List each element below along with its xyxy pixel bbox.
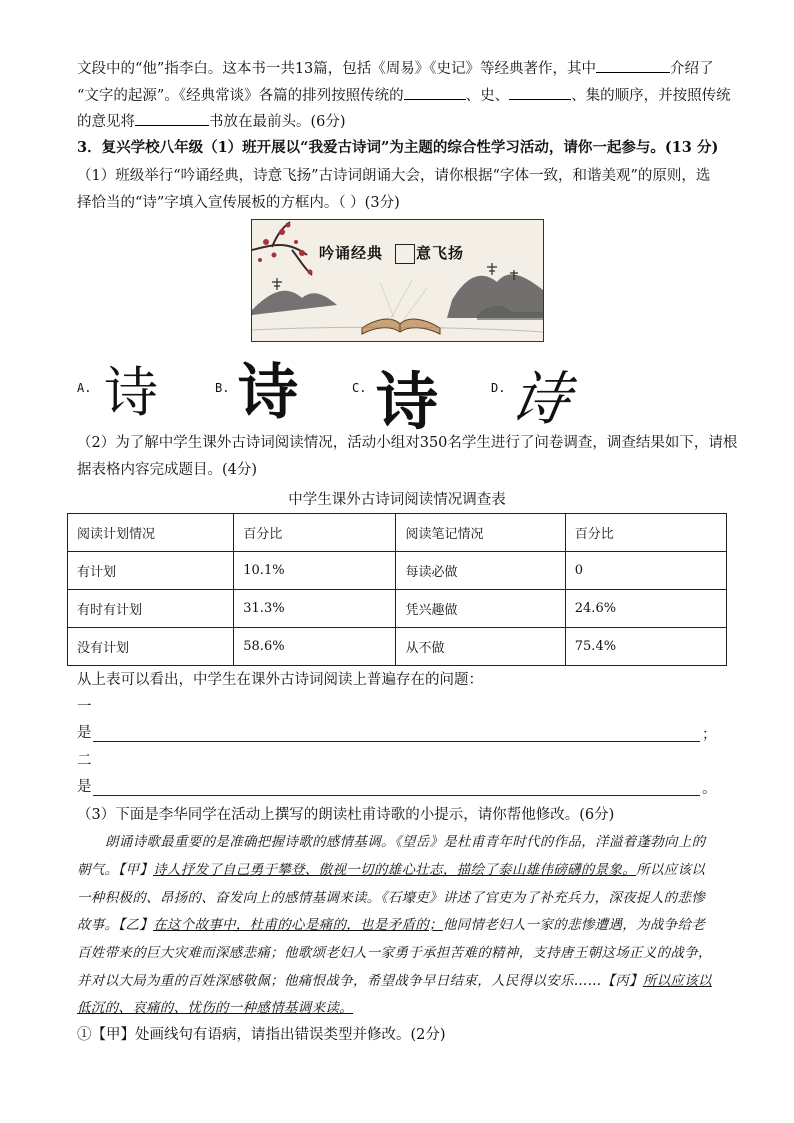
answer-1-prefix-top: 一 (77, 699, 92, 715)
table-cell: 0 (565, 552, 726, 590)
table-cell: 从不做 (396, 628, 565, 666)
table-header-row (68, 514, 727, 552)
table-cell: 58.6% (234, 628, 396, 666)
table-cell: 31.3% (234, 590, 396, 628)
passage-underlined-b: 在这个故事中，杜甫的心是痛的，也是矛盾的； (153, 917, 443, 933)
part-2-prompt-line-2: 据表格内容完成题目。(4分) (77, 462, 258, 478)
passage-line: 百姓带来的巨大灾难而深感悲痛；他歌颂老妇人一家勇于承担苦难的精神，支持唐王朝这场正义的战争， (77, 945, 712, 961)
option-b-glyph[interactable]: 诗 (238, 358, 298, 428)
answer-blank[interactable] (509, 85, 571, 100)
table-row (68, 552, 727, 590)
option-d-label[interactable]: D. (491, 381, 506, 395)
table-cell: 24.6% (565, 590, 726, 628)
answer-2-line[interactable] (93, 794, 700, 796)
table-row (68, 590, 727, 628)
passage-text: 朝气。【甲】 (77, 862, 154, 878)
part-1-prompt-line-1: （1）班级举行“吟诵经典，诗意飞扬”古诗词朗诵大会，请你根据“字体一致，和谐美观”的原则，选 (77, 168, 711, 184)
answer-blank[interactable] (404, 85, 466, 100)
promo-banner (251, 219, 544, 342)
intro-text: 介绍了 (670, 61, 714, 77)
option-c-glyph[interactable]: 诗 (376, 365, 439, 438)
option-a-glyph[interactable]: 诗 (104, 361, 158, 424)
answer-1-line[interactable] (93, 740, 700, 742)
table-cell: 没有计划 (68, 628, 234, 666)
passage-line (77, 971, 712, 991)
banner-title-right: 意飞扬 (416, 244, 465, 262)
answer-2-prefix-top: 二 (77, 753, 92, 769)
table-title: 中学生课外古诗词阅读情况调查表 (288, 492, 506, 508)
intro-line-3 (77, 111, 346, 132)
answer-2-end: 。 (702, 781, 717, 797)
table-cell: 有计划 (68, 552, 234, 590)
table-cell: 凭兴趣做 (396, 590, 565, 628)
passage-text: 故事。【乙】 (77, 917, 154, 933)
part-2-prompt-line-1: （2）为了解中学生课外古诗词阅读情况，活动小组对350名学生进行了问卷调查，调查结果如下，请根 (77, 435, 738, 451)
table-header: 阅读计划情况 (68, 514, 234, 552)
table-header: 百分比 (565, 514, 726, 552)
table-cell: 有时有计划 (68, 590, 234, 628)
banner-title-left: 吟诵经典 (319, 244, 384, 262)
table-row (68, 628, 727, 666)
banner-painting (252, 220, 543, 341)
option-a-label[interactable]: A. (77, 381, 92, 395)
intro-text: 文段中的“他”指李白。这本书一共13篇，包括《周易》《史记》等经典著作，其中 (77, 61, 597, 77)
intro-text: 、集的顺序，并按照传统 (571, 88, 731, 104)
passage-line (77, 860, 705, 880)
passage-line: 朗诵诗歌最重要的是准确把握诗歌的感情基调。《望岳》是杜甫青年时代的作品，洋溢着蓬勃向上的 (105, 834, 706, 850)
passage-line: 低沉的、哀痛的、忧伤的一种感情基调来读。 (77, 1000, 353, 1016)
part-1-prompt-line-2: 择恰当的“诗”字填入宣传展板的方框内。（ ）(3分) (77, 195, 400, 211)
intro-line-1 (77, 58, 714, 79)
option-b-label[interactable]: B. (215, 381, 230, 395)
passage-text: 他同情老妇人一家的悲惨遭遇，为战争给老 (442, 917, 706, 933)
intro-text: “文字的起源”。《经典常谈》各篇的排列按照传统的 (77, 88, 404, 104)
survey-table (67, 513, 727, 666)
passage-underlined-c: 所以应该以 (642, 973, 712, 989)
answer-1-end: ； (702, 727, 717, 743)
passage-line: 一种积极的、昂扬的、奋发向上的感情基调来读。《石壕吏》讲述了官吏为了补充兵力，深夜捉人的悲惨 (77, 890, 706, 906)
part-3-prompt: （3）下面是李华同学在活动上撰写的朗读杜甫诗歌的小提示，请你帮他修改。(6分) (77, 807, 615, 823)
question-3-heading: 3．复兴学校八年级（1）班开展以“我爱古诗词”为主题的综合性学习活动，请你一起参与。(13 分) (77, 139, 719, 156)
option-c-label[interactable]: C. (352, 381, 367, 395)
passage-text: 所以应该以 (636, 862, 706, 878)
intro-text: 书放在最前头。(6分) (209, 114, 346, 130)
passage-underlined-a: 诗人抒发了自己勇于攀登、傲视一切的雄心壮志，描绘了泰山雄伟磅礴的景象。 (153, 862, 637, 878)
option-d-glyph[interactable]: 诗 (505, 365, 576, 433)
banner-blank-box[interactable] (395, 244, 415, 264)
intro-line-2 (77, 85, 731, 106)
banner-title (319, 242, 464, 264)
answer-blank[interactable] (135, 111, 209, 126)
intro-text: 的意见将 (77, 114, 135, 130)
conclusion-prompt: 从上表可以看出，中学生在课外古诗词阅读上普遍存在的问题： (77, 672, 483, 688)
answer-2-prefix-bottom: 是 (77, 779, 92, 795)
answer-1-prefix-bottom: 是 (77, 725, 92, 741)
sub-question-1: ①【甲】处画线句有语病，请指出错误类型并修改。(2分) (77, 1027, 446, 1043)
intro-text: 、史、 (465, 88, 510, 104)
table-header: 百分比 (234, 514, 396, 552)
passage-text: 并对以大局为重的百姓深感敬佩；他痛恨战争，希望战争早日结束，人民得以安乐……【丙】 (77, 973, 643, 989)
table-cell: 10.1% (234, 552, 396, 590)
passage-line (77, 915, 705, 935)
table-cell: 每读必做 (396, 552, 565, 590)
answer-blank[interactable] (596, 58, 670, 73)
table-cell: 75.4% (565, 628, 726, 666)
table-header: 阅读笔记情况 (396, 514, 565, 552)
